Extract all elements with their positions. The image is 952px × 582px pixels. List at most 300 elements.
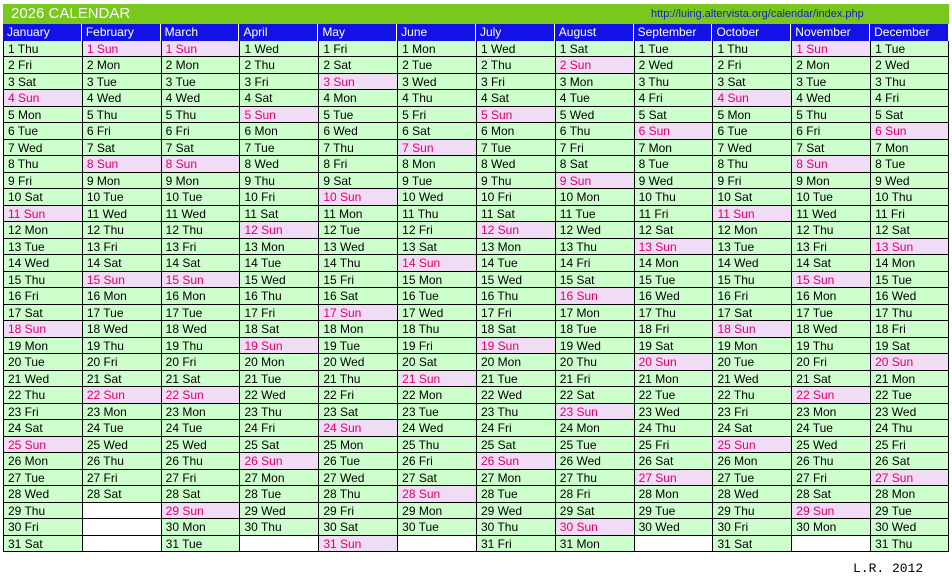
day-cell: 9 Fri — [712, 173, 791, 190]
day-cell: 28 Mon — [870, 486, 949, 503]
day-cell: 21 Mon — [870, 371, 949, 388]
day-cell: 26 Sun — [476, 453, 555, 470]
day-cell: 30 Thu — [476, 519, 555, 536]
day-cell: 2 Wed — [634, 57, 713, 74]
day-cell: 3 Sat — [712, 74, 791, 91]
day-cell: 22 Tue — [634, 387, 713, 404]
day-cell: 31 Tue — [161, 536, 240, 553]
day-cell: 12 Wed — [555, 222, 634, 239]
day-cell: 16 Sun — [555, 288, 634, 305]
day-cell: 17 Tue — [82, 305, 161, 322]
day-cell: 23 Wed — [870, 404, 949, 421]
month-header: September — [634, 24, 713, 41]
day-cell: 15 Fri — [318, 272, 397, 289]
day-cell: 12 Tue — [318, 222, 397, 239]
day-cell: 30 Sat — [318, 519, 397, 536]
day-cell: 21 Wed — [3, 371, 82, 388]
day-cell: 25 Mon — [318, 437, 397, 454]
day-cell: 18 Sat — [476, 321, 555, 338]
day-cell: 14 Mon — [870, 255, 949, 272]
day-cell: 15 Wed — [476, 272, 555, 289]
day-cell: 8 Wed — [239, 156, 318, 173]
day-cell: 25 Sat — [476, 437, 555, 454]
day-cell: 10 Tue — [82, 189, 161, 206]
day-cell: 5 Sun — [476, 107, 555, 124]
empty-cell — [82, 503, 161, 520]
day-cell: 28 Sat — [82, 486, 161, 503]
day-cell: 8 Sun — [161, 156, 240, 173]
day-cell: 4 Wed — [161, 90, 240, 107]
day-cell: 28 Sat — [791, 486, 870, 503]
day-cell: 23 Mon — [791, 404, 870, 421]
day-cell: 28 Thu — [318, 486, 397, 503]
day-cell: 10 Wed — [397, 189, 476, 206]
day-cell: 5 Thu — [82, 107, 161, 124]
day-cell: 28 Tue — [239, 486, 318, 503]
day-cell: 4 Sun — [3, 90, 82, 107]
day-cell: 19 Fri — [397, 338, 476, 355]
day-cell: 29 Wed — [476, 503, 555, 520]
day-cell: 29 Wed — [239, 503, 318, 520]
day-cell: 29 Fri — [318, 503, 397, 520]
day-cell: 12 Mon — [3, 222, 82, 239]
day-cell: 16 Mon — [791, 288, 870, 305]
day-cell: 10 Sat — [712, 189, 791, 206]
day-cell: 10 Thu — [634, 189, 713, 206]
day-cell: 30 Fri — [712, 519, 791, 536]
day-cell: 14 Mon — [634, 255, 713, 272]
day-cell: 10 Sat — [3, 189, 82, 206]
day-cell: 7 Wed — [712, 140, 791, 157]
day-cell: 14 Tue — [239, 255, 318, 272]
day-cell: 5 Wed — [555, 107, 634, 124]
day-cell: 16 Fri — [712, 288, 791, 305]
day-cell: 13 Sat — [397, 239, 476, 256]
day-cell: 17 Thu — [634, 305, 713, 322]
day-cell: 8 Tue — [634, 156, 713, 173]
day-cell: 10 Tue — [161, 189, 240, 206]
day-cell: 10 Tue — [791, 189, 870, 206]
day-cell: 28 Wed — [3, 486, 82, 503]
signature: L.R. 2012 — [853, 561, 924, 576]
day-cell: 2 Mon — [161, 57, 240, 74]
day-cell: 29 Tue — [870, 503, 949, 520]
empty-cell — [239, 536, 318, 553]
day-cell: 17 Sat — [3, 305, 82, 322]
day-cell: 24 Thu — [870, 420, 949, 437]
day-cell: 13 Mon — [476, 239, 555, 256]
day-cell: 22 Thu — [712, 387, 791, 404]
day-cell: 31 Fri — [476, 536, 555, 553]
day-cell: 29 Thu — [3, 503, 82, 520]
day-cell: 23 Tue — [397, 404, 476, 421]
day-cell: 29 Tue — [634, 503, 713, 520]
day-cell: 3 Wed — [397, 74, 476, 91]
day-cell: 24 Fri — [476, 420, 555, 437]
day-cell: 3 Sat — [3, 74, 82, 91]
day-cell: 27 Fri — [82, 470, 161, 487]
day-cell: 20 Fri — [791, 354, 870, 371]
day-cell: 14 Sun — [397, 255, 476, 272]
day-cell: 14 Sat — [82, 255, 161, 272]
day-cell: 24 Tue — [161, 420, 240, 437]
day-cell: 5 Sat — [870, 107, 949, 124]
day-cell: 12 Fri — [397, 222, 476, 239]
day-cell: 24 Tue — [82, 420, 161, 437]
day-cell: 26 Wed — [555, 453, 634, 470]
day-cell: 21 Tue — [239, 371, 318, 388]
day-cell: 6 Tue — [3, 123, 82, 140]
day-cell: 9 Mon — [161, 173, 240, 190]
day-cell: 1 Mon — [397, 41, 476, 58]
day-cell: 15 Thu — [712, 272, 791, 289]
day-cell: 30 Tue — [397, 519, 476, 536]
day-cell: 14 Thu — [318, 255, 397, 272]
day-cell: 5 Sat — [634, 107, 713, 124]
day-cell: 20 Sun — [634, 354, 713, 371]
day-cell: 5 Mon — [712, 107, 791, 124]
day-cell: 26 Fri — [397, 453, 476, 470]
day-cell: 8 Sun — [82, 156, 161, 173]
day-cell: 29 Thu — [712, 503, 791, 520]
day-cell: 18 Wed — [82, 321, 161, 338]
day-cell: 11 Sat — [239, 206, 318, 223]
day-cell: 9 Wed — [870, 173, 949, 190]
day-cell: 20 Mon — [476, 354, 555, 371]
day-cell: 3 Thu — [634, 74, 713, 91]
day-cell: 18 Wed — [161, 321, 240, 338]
day-cell: 2 Mon — [82, 57, 161, 74]
day-cell: 2 Thu — [239, 57, 318, 74]
day-cell: 26 Sat — [870, 453, 949, 470]
day-cell: 4 Wed — [791, 90, 870, 107]
day-cell: 23 Thu — [476, 404, 555, 421]
day-cell: 12 Thu — [161, 222, 240, 239]
day-cell: 26 Tue — [318, 453, 397, 470]
day-cell: 1 Wed — [239, 41, 318, 58]
day-cell: 20 Fri — [82, 354, 161, 371]
day-cell: 1 Sat — [555, 41, 634, 58]
day-cell: 7 Mon — [634, 140, 713, 157]
day-cell: 27 Mon — [239, 470, 318, 487]
day-cell: 12 Sat — [870, 222, 949, 239]
day-cell: 3 Tue — [82, 74, 161, 91]
day-cell: 7 Tue — [239, 140, 318, 157]
day-cell: 10 Fri — [476, 189, 555, 206]
day-cell: 4 Tue — [555, 90, 634, 107]
day-cell: 19 Thu — [161, 338, 240, 355]
day-cell: 15 Sat — [555, 272, 634, 289]
day-cell: 27 Fri — [161, 470, 240, 487]
day-cell: 5 Thu — [161, 107, 240, 124]
day-cell: 20 Tue — [712, 354, 791, 371]
day-cell: 21 Tue — [476, 371, 555, 388]
day-cell: 12 Thu — [82, 222, 161, 239]
day-cell: 1 Tue — [870, 41, 949, 58]
day-cell: 1 Sun — [82, 41, 161, 58]
day-cell: 2 Fri — [3, 57, 82, 74]
day-cell: 11 Wed — [82, 206, 161, 223]
day-cell: 16 Fri — [3, 288, 82, 305]
day-cell: 23 Thu — [239, 404, 318, 421]
day-cell: 20 Thu — [555, 354, 634, 371]
day-cell: 3 Fri — [239, 74, 318, 91]
day-cell: 26 Thu — [82, 453, 161, 470]
day-cell: 21 Thu — [318, 371, 397, 388]
day-cell: 17 Tue — [791, 305, 870, 322]
day-cell: 31 Sat — [712, 536, 791, 553]
day-cell: 23 Fri — [3, 404, 82, 421]
empty-cell — [634, 536, 713, 553]
day-cell: 3 Fri — [476, 74, 555, 91]
day-cell: 8 Sun — [791, 156, 870, 173]
day-cell: 16 Wed — [870, 288, 949, 305]
day-cell: 30 Mon — [791, 519, 870, 536]
day-cell: 18 Sun — [712, 321, 791, 338]
day-cell: 27 Tue — [3, 470, 82, 487]
day-cell: 24 Tue — [791, 420, 870, 437]
day-cell: 19 Sat — [870, 338, 949, 355]
day-cell: 1 Fri — [318, 41, 397, 58]
day-cell: 21 Sat — [161, 371, 240, 388]
day-cell: 6 Fri — [82, 123, 161, 140]
day-cell: 18 Sun — [3, 321, 82, 338]
day-cell: 29 Mon — [397, 503, 476, 520]
day-cell: 7 Wed — [3, 140, 82, 157]
month-header: January — [3, 24, 82, 41]
day-cell: 23 Sat — [318, 404, 397, 421]
day-cell: 15 Thu — [3, 272, 82, 289]
day-cell: 12 Sat — [634, 222, 713, 239]
day-cell: 28 Wed — [712, 486, 791, 503]
day-cell: 27 Sat — [397, 470, 476, 487]
day-cell: 27 Thu — [555, 470, 634, 487]
day-cell: 6 Fri — [161, 123, 240, 140]
day-cell: 14 Sat — [791, 255, 870, 272]
day-cell: 9 Mon — [791, 173, 870, 190]
day-cell: 21 Mon — [634, 371, 713, 388]
day-cell: 5 Mon — [3, 107, 82, 124]
day-cell: 4 Wed — [82, 90, 161, 107]
day-cell: 14 Wed — [3, 255, 82, 272]
day-cell: 31 Mon — [555, 536, 634, 553]
day-cell: 19 Thu — [791, 338, 870, 355]
day-cell: 6 Tue — [712, 123, 791, 140]
day-cell: 14 Wed — [712, 255, 791, 272]
day-cell: 23 Mon — [82, 404, 161, 421]
day-cell: 3 Sun — [318, 74, 397, 91]
day-cell: 22 Tue — [870, 387, 949, 404]
day-cell: 17 Tue — [161, 305, 240, 322]
day-cell: 29 Sat — [555, 503, 634, 520]
month-header: July — [476, 24, 555, 41]
day-cell: 2 Sat — [318, 57, 397, 74]
day-cell: 31 Sun — [318, 536, 397, 553]
day-cell: 19 Wed — [555, 338, 634, 355]
day-cell: 10 Fri — [239, 189, 318, 206]
day-cell: 21 Wed — [712, 371, 791, 388]
month-header: November — [791, 24, 870, 41]
day-cell: 27 Sun — [870, 470, 949, 487]
day-cell: 2 Fri — [712, 57, 791, 74]
day-cell: 1 Tue — [634, 41, 713, 58]
day-cell: 24 Mon — [555, 420, 634, 437]
day-cell: 11 Wed — [161, 206, 240, 223]
day-cell: 6 Sat — [397, 123, 476, 140]
day-cell: 12 Sun — [476, 222, 555, 239]
day-cell: 23 Fri — [712, 404, 791, 421]
day-cell: 11 Mon — [318, 206, 397, 223]
empty-cell — [82, 519, 161, 536]
day-cell: 6 Mon — [476, 123, 555, 140]
day-cell: 27 Wed — [318, 470, 397, 487]
day-cell: 19 Sun — [476, 338, 555, 355]
day-cell: 13 Thu — [555, 239, 634, 256]
day-cell: 24 Fri — [239, 420, 318, 437]
day-cell: 8 Tue — [870, 156, 949, 173]
day-cell: 15 Wed — [239, 272, 318, 289]
day-cell: 13 Tue — [712, 239, 791, 256]
day-cell: 23 Sun — [555, 404, 634, 421]
day-cell: 20 Fri — [161, 354, 240, 371]
day-cell: 6 Mon — [239, 123, 318, 140]
day-cell: 10 Sun — [318, 189, 397, 206]
day-cell: 16 Mon — [82, 288, 161, 305]
day-cell: 13 Fri — [791, 239, 870, 256]
day-cell: 31 Sat — [3, 536, 82, 553]
day-cell: 18 Fri — [634, 321, 713, 338]
day-cell: 6 Thu — [555, 123, 634, 140]
day-cell: 5 Thu — [791, 107, 870, 124]
day-cell: 22 Fri — [318, 387, 397, 404]
day-cell: 8 Thu — [3, 156, 82, 173]
day-cell: 13 Tue — [3, 239, 82, 256]
day-cell: 30 Wed — [870, 519, 949, 536]
day-cell: 25 Fri — [634, 437, 713, 454]
day-cell: 19 Sun — [239, 338, 318, 355]
day-cell: 11 Fri — [634, 206, 713, 223]
day-cell: 24 Sat — [3, 420, 82, 437]
day-cell: 7 Thu — [318, 140, 397, 157]
day-cell: 1 Thu — [3, 41, 82, 58]
day-cell: 21 Sat — [791, 371, 870, 388]
day-cell: 13 Wed — [318, 239, 397, 256]
day-cell: 4 Fri — [870, 90, 949, 107]
day-cell: 5 Sun — [239, 107, 318, 124]
day-cell: 6 Sun — [634, 123, 713, 140]
calendar-grid — [3, 24, 949, 552]
day-cell: 9 Wed — [634, 173, 713, 190]
day-cell: 22 Thu — [3, 387, 82, 404]
day-cell: 15 Sun — [791, 272, 870, 289]
day-cell: 11 Tue — [555, 206, 634, 223]
day-cell: 25 Fri — [870, 437, 949, 454]
day-cell: 28 Sat — [161, 486, 240, 503]
day-cell: 22 Sun — [82, 387, 161, 404]
day-cell: 4 Sat — [476, 90, 555, 107]
day-cell: 19 Thu — [82, 338, 161, 355]
day-cell: 14 Fri — [555, 255, 634, 272]
day-cell: 25 Wed — [161, 437, 240, 454]
empty-cell — [397, 536, 476, 553]
day-cell: 2 Mon — [791, 57, 870, 74]
calendar-title: 2026 CALENDAR — [11, 5, 131, 22]
day-cell: 25 Tue — [555, 437, 634, 454]
day-cell: 8 Wed — [476, 156, 555, 173]
day-cell: 13 Sun — [634, 239, 713, 256]
day-cell: 17 Sun — [318, 305, 397, 322]
title-bar — [3, 4, 949, 24]
day-cell: 25 Sat — [239, 437, 318, 454]
day-cell: 31 Thu — [870, 536, 949, 553]
day-cell: 4 Thu — [397, 90, 476, 107]
day-cell: 28 Mon — [634, 486, 713, 503]
day-cell: 4 Mon — [318, 90, 397, 107]
day-cell: 22 Sun — [161, 387, 240, 404]
day-cell: 30 Mon — [161, 519, 240, 536]
day-cell: 24 Wed — [397, 420, 476, 437]
day-cell: 4 Sat — [239, 90, 318, 107]
day-cell: 11 Sun — [3, 206, 82, 223]
day-cell: 13 Fri — [82, 239, 161, 256]
day-cell: 22 Sat — [555, 387, 634, 404]
day-cell: 15 Tue — [634, 272, 713, 289]
day-cell: 25 Wed — [82, 437, 161, 454]
day-cell: 3 Tue — [791, 74, 870, 91]
day-cell: 3 Mon — [555, 74, 634, 91]
day-cell: 27 Mon — [476, 470, 555, 487]
day-cell: 23 Wed — [634, 404, 713, 421]
day-cell: 9 Mon — [82, 173, 161, 190]
day-cell: 25 Sun — [3, 437, 82, 454]
day-cell: 12 Sun — [239, 222, 318, 239]
day-cell: 17 Thu — [870, 305, 949, 322]
day-cell: 1 Sun — [791, 41, 870, 58]
day-cell: 26 Mon — [712, 453, 791, 470]
day-cell: 25 Sun — [712, 437, 791, 454]
day-cell: 13 Sun — [870, 239, 949, 256]
day-cell: 28 Fri — [555, 486, 634, 503]
day-cell: 17 Fri — [476, 305, 555, 322]
source-link[interactable]: http://luirig.altervista.org/calendar/index.php — [651, 8, 864, 20]
day-cell: 29 Sun — [161, 503, 240, 520]
day-cell: 3 Thu — [870, 74, 949, 91]
day-cell: 15 Mon — [397, 272, 476, 289]
day-cell: 26 Sun — [239, 453, 318, 470]
day-cell: 28 Tue — [476, 486, 555, 503]
day-cell: 17 Sat — [712, 305, 791, 322]
day-cell: 11 Thu — [397, 206, 476, 223]
day-cell: 2 Tue — [397, 57, 476, 74]
day-cell: 3 Tue — [161, 74, 240, 91]
day-cell: 27 Fri — [791, 470, 870, 487]
day-cell: 7 Sat — [82, 140, 161, 157]
day-cell: 25 Thu — [397, 437, 476, 454]
day-cell: 9 Sun — [555, 173, 634, 190]
day-cell: 14 Tue — [476, 255, 555, 272]
day-cell: 7 Sun — [397, 140, 476, 157]
day-cell: 21 Sun — [397, 371, 476, 388]
day-cell: 12 Mon — [712, 222, 791, 239]
day-cell: 29 Sun — [791, 503, 870, 520]
day-cell: 21 Sat — [82, 371, 161, 388]
day-cell: 16 Wed — [634, 288, 713, 305]
day-cell: 30 Fri — [3, 519, 82, 536]
empty-cell — [82, 536, 161, 553]
day-cell: 1 Sun — [161, 41, 240, 58]
day-cell: 19 Mon — [712, 338, 791, 355]
day-cell: 15 Tue — [870, 272, 949, 289]
